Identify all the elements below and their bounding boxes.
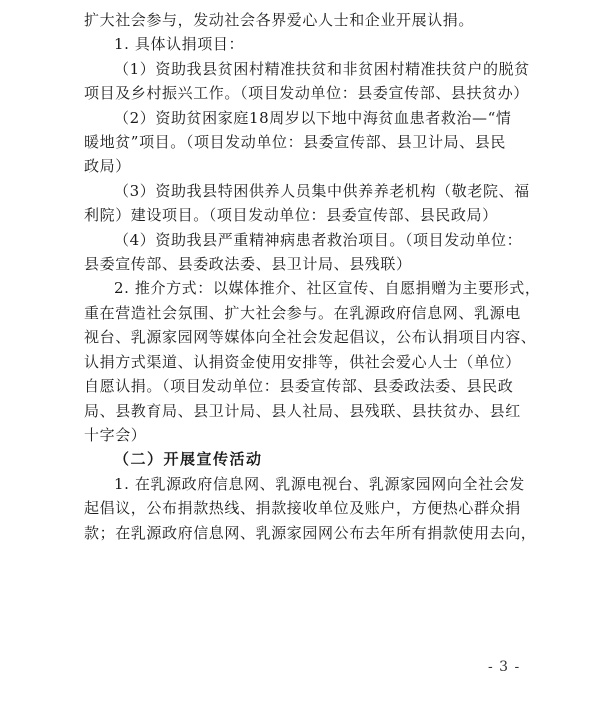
paragraph-line: 款；在乳源政府信息网、乳源家园网公布去年所有捐款使用去向， (84, 523, 537, 542)
page-number: - 3 - (488, 659, 521, 675)
section-item-heading: 1. 具体认捐项目： (114, 35, 245, 54)
document-body (84, 8, 541, 545)
paragraph-line: 政局） (84, 157, 131, 176)
paragraph-line: 项目及乡村振兴工作。（项目发动单位：县委宣传部、县扶贫办） (84, 84, 529, 103)
paragraph-line: 局、县教育局、县卫计局、县人社局、县残联、县扶贫办、县红 (84, 401, 521, 420)
paragraph-line: 暖地贫”项目。（项目发动单位：县委宣传部、县卫计局、县民 (84, 133, 506, 152)
section-heading: （二）开展宣传活动 (114, 450, 263, 469)
paragraph-line: （1）资助我县贫困村精准扶贫和非贫困村精准扶贫户的脱贫 (114, 59, 530, 78)
paragraph-line: 起倡议，公布捐款热线、捐款接收单位及账户，方便热心群众捐 (84, 499, 521, 518)
paragraph-line: 2. 推介方式：以媒体推介、社区宣传、自愿捐赠为主要形式， (114, 279, 541, 298)
paragraph-line: 扩大社会参与，发动社会各界爱心人士和企业开展认捐。 (84, 11, 475, 29)
paragraph-line: 十字会） (84, 425, 147, 444)
paragraph-line: 自愿认捐。（项目发动单位：县委宣传部、县委政法委、县民政 (84, 377, 514, 396)
paragraph-line: 重在营造社会氛围、扩大社会参与。在乳源政府信息网、乳源电 (84, 303, 521, 322)
paragraph-line: （4）资助我县严重精神病患者救治项目。（项目发动单位： (114, 230, 523, 249)
paragraph-line: 1. 在乳源政府信息网、乳源电视台、乳源家园网向全社会发 (114, 474, 525, 493)
paragraph-line: 利院）建设项目。（项目发动单位：县委宣传部、县民政局） (84, 206, 498, 225)
paragraph-line: （2）资助贫困家庭18周岁以下地中海贫血患者救治—“情 (114, 108, 512, 127)
paragraph-line: 认捐方式渠道、认捐资金使用安排等，供社会爱心人士（单位） (84, 352, 521, 371)
paragraph-line: 县委宣传部、县委政法委、县卫计局、县残联） (84, 255, 412, 274)
paragraph-line: （3）资助我县特困供养人员集中供养养老机构（敬老院、福 (114, 181, 530, 200)
paragraph-line: 视台、乳源家园网等媒体向全社会发起倡议，公布认捐项目内容、 (84, 328, 537, 347)
